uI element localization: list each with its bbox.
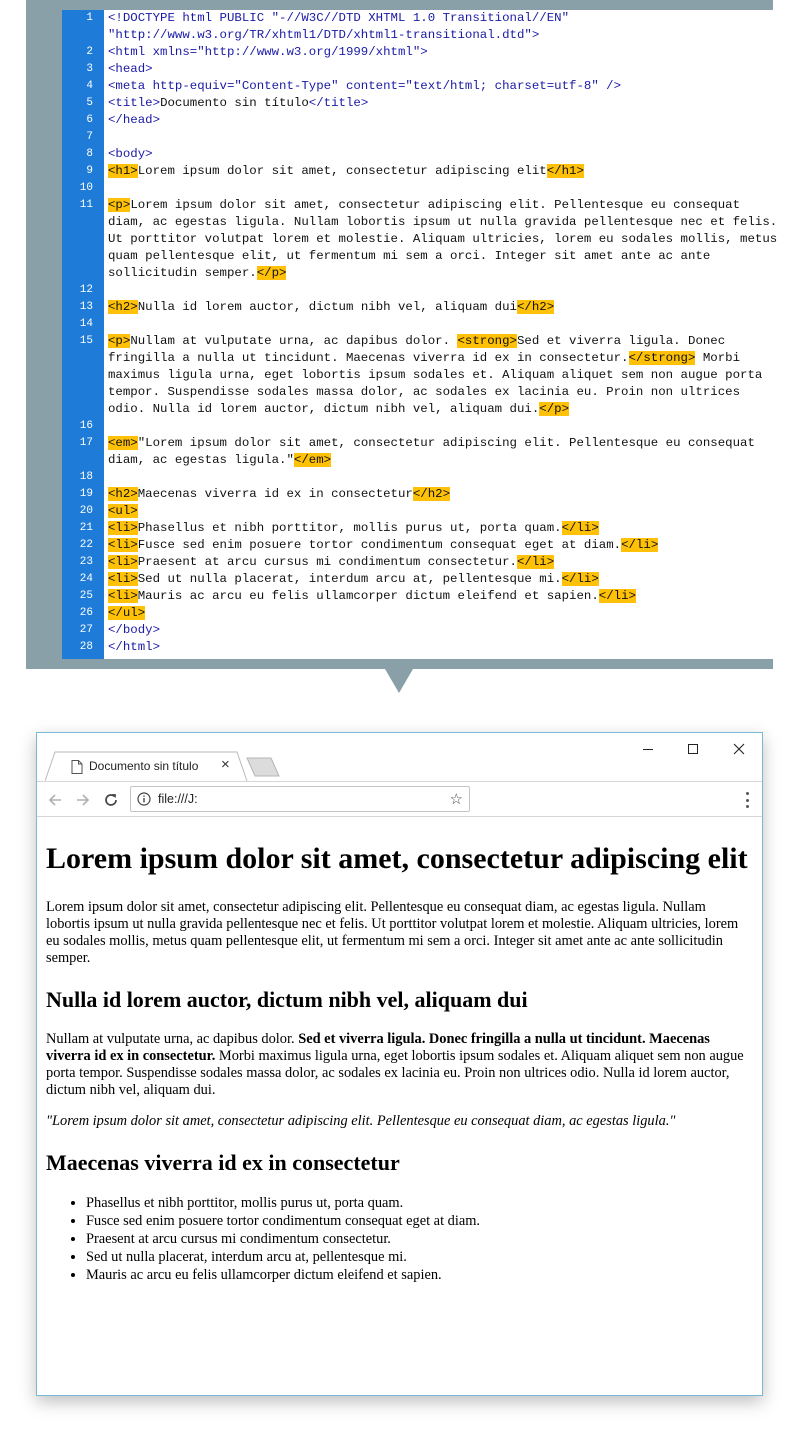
code-source [104,163,789,180]
emphasis-paragraph [46,1113,753,1130]
line-number: 12 [79,284,93,296]
code-source [104,639,789,656]
code-text: Praesent at arcu cursus mi condimentum consectetur. [137,555,517,569]
code-tag: </title> [308,96,369,110]
code-source [104,78,789,95]
address-bar[interactable] [130,786,470,812]
code-source [104,112,789,129]
paragraph-text-end: Morbi maximus ligula urna, eget lobortis ipsum sodales et. Aliquam aliquet sem non augue porta tempor. Suspendisse sodales massa dolor, ac sodales ex lacinia eu. Proin non ultrices odio. Nulla id lorem auctor, dictum nibh vel, aliquam dui. [46,1048,744,1098]
code-tag: <em> [108,436,138,450]
code-tag: <!DOCTYPE html PUBLIC "-//W3C//DTD XHTML 1.0 Transitional//EN" "http://www.w3.org/TR/xhtml1/DTD/xhtml1-transitional.dtd"> [108,11,577,42]
menu-dots-icon[interactable] [744,791,750,809]
code-tag: </em> [293,453,332,467]
code-text: Sed et viverra ligula. Donec fringilla a nulla ut tincidunt. Maecenas viverra id ex in consectetur. [108,334,733,365]
code-text: Phasellus et nibh porttitor, mollis purus ut, porta quam. [137,521,562,535]
line-number: 18 [79,471,93,483]
code-source [104,129,789,146]
code-tag: <li> [108,555,138,569]
code-line [62,622,789,639]
code-source [104,503,789,520]
code-line [62,282,789,299]
line-number: 23 [79,556,93,568]
code-line [62,333,789,418]
code-line [62,588,789,605]
browser-tab[interactable] [45,751,245,781]
line-number: 2 [86,46,93,58]
code-source [104,197,789,282]
code-tag: <p> [108,334,131,348]
code-tag: </p> [539,402,570,416]
code-tag: </h1> [546,164,584,178]
code-source [104,486,789,503]
title-bar [37,733,762,781]
code-tag: </li> [516,555,555,569]
code-line [62,418,789,435]
page-content [37,817,762,1395]
code-tag: </html> [108,640,161,654]
code-line [62,78,789,95]
code-line [62,571,789,588]
line-number: 13 [79,301,93,313]
code-line [62,469,789,486]
code-tag: <h1> [108,164,138,178]
address-url[interactable]: file:///J: [158,792,198,806]
code-tag: <strong> [457,334,517,348]
line-number: 5 [86,97,93,109]
code-tag: <head> [108,62,153,76]
code-line [62,503,789,520]
line-number: 19 [79,488,93,500]
code-tag: <meta http-equiv="Content-Type" content="text/html; charset=utf-8" /> [108,79,622,93]
new-tab-button[interactable] [245,757,281,777]
code-source [104,180,789,197]
code-line [62,10,789,44]
line-number: 17 [79,437,93,449]
code-source [104,299,789,316]
list-item: • Sed ut nulla placerat, interdum arcu at, pellentesque mi. [86,1248,753,1266]
code-source [104,61,789,78]
code-text: Lorem ipsum dolor sit amet, consectetur adipiscing elit. Pellentesque eu consequat diam, ac egestas ligula. Nullam lobortis ipsum ut nulla gravida pellentesque nec et felis. Ut porttitor volutpat lorem et molestie. Aliquam ultricies, lorem eu sodales mollis, metus quam pellentesque elit, ut fermentum mi sem a orci. Integer sit amet ante ac ante sollicitudin semper. [108,198,785,280]
code-line [62,639,789,656]
code-tag: <li> [108,589,138,603]
close-icon [733,743,745,755]
code-source [104,316,789,333]
code-source [104,435,789,469]
browser-window [36,732,763,1396]
reload-button[interactable] [102,791,120,809]
list-item: • Praesent at arcu cursus mi condimentum consectetur. [86,1230,753,1248]
code-line [62,95,789,112]
tab-title: Documento sin título [89,759,199,773]
code-line [62,486,789,503]
code-source [104,95,789,112]
code-tag: </p> [256,266,287,280]
back-button[interactable] [46,791,64,809]
code-source [104,622,789,639]
page-heading: Lorem ipsum dolor sit amet, consectetur adipiscing elit [46,842,748,875]
code-source [104,10,789,44]
code-text: Nullam at vulputate urna, ac dapibus dolor. [130,334,458,348]
code-source [104,605,789,622]
code-text: Sed ut nulla placerat, interdum arcu at, pellentesque mi. [137,572,562,586]
code-tag: </strong> [628,351,696,365]
code-tag: <h2> [108,300,138,314]
line-number: 24 [79,573,93,585]
maximize-button[interactable] [682,741,704,757]
code-tag: </ul> [108,606,146,620]
code-text: Morbi maximus ligula urna, eget lobortis ipsum sodales et. Aliquam aliquet sem non augue porta tempor. Suspendisse sodales massa dolor, ac sodales ex lacinia eu. Proin non ultrices odio. Nulla id lorem auctor, dictum nibh vel, aliquam dui. [108,351,770,416]
forward-arrow-icon [75,792,91,808]
code-tag: </body> [108,623,161,637]
code-source [104,588,789,605]
code-tag: <li> [108,521,138,535]
list-item: • Phasellus et nibh porttitor, mollis purus ut, porta quam. [86,1194,753,1212]
code-tag: <h2> [108,487,138,501]
arrow-down-icon [385,669,413,693]
code-line [62,197,789,282]
reload-icon [103,792,119,808]
paragraph-text-start: Nullam at vulputate urna, ac dapibus dolor. [46,1031,299,1047]
line-number: 1 [86,12,93,24]
line-number: 26 [79,607,93,619]
line-number: 3 [86,63,93,75]
code-source [104,44,789,61]
line-number: 20 [79,505,93,517]
code-text: Mauris ac arcu eu felis ullamcorper dictum eleifend et sapien. [137,589,599,603]
line-number: 7 [86,131,93,143]
code-tag: </head> [108,113,161,127]
tab-close-button[interactable]: × [221,756,230,773]
section-heading-1: Nulla id lorem auctor, dictum nibh vel, aliquam dui [46,987,528,1012]
code-line [62,435,789,469]
code-source [104,554,789,571]
code-line [62,537,789,554]
code-tag: <title> [108,96,161,110]
code-tag: </li> [561,521,599,535]
code-tag: <html xmlns="http://www.w3.org/1999/xhtml"> [108,45,428,59]
intro-paragraph: Lorem ipsum dolor sit amet, consectetur adipiscing elit. Pellentesque eu consequat diam, ac egestas ligula. Nullam lobortis ipsum ut nulla gravida pellentesque nec et felis. Ut porttitor volutpat lorem et molestie. Aliquam ultricies, lorem eu sodales mollis, metus quam pellentesque elit, ut fermentum mi sem a orci. Integer sit amet ante ac ante sollicitudin semper. [46,899,739,966]
line-number: 14 [79,318,93,330]
code-source [104,571,789,588]
bookmark-star-icon[interactable]: ☆ [449,791,463,808]
code-lines [62,10,789,656]
code-tag: </h2> [412,487,451,501]
code-tag: </li> [621,538,659,552]
emphasis-text: "Lorem ipsum dolor sit amet, consectetur adipiscing elit. Pellentesque eu consequat diam, ac egestas ligula." [46,1113,676,1129]
code-editor [62,10,789,659]
code-line [62,520,789,537]
code-source [104,146,789,163]
code-line [62,554,789,571]
bullet-list [46,1194,753,1284]
close-window-button[interactable] [728,741,750,757]
code-line [62,146,789,163]
line-number: 15 [79,335,93,347]
line-number: 6 [86,114,93,126]
line-number: 27 [79,624,93,636]
code-editor-frame [26,0,785,669]
code-source [104,537,789,554]
strong-text: Sed et viverra ligula. Donec fringilla a nulla ut tincidunt. Maecenas viverra id ex in consectetur. [46,1031,710,1064]
line-number: 11 [79,199,93,211]
code-text: "Lorem ipsum dolor sit amet, consectetur adipiscing elit. Pellentesque eu consequat diam, ac egestas ligula." [108,436,763,467]
list-item: • Fusce sed enim posuere tortor condimentum consequat eget at diam. [86,1212,753,1230]
document-icon [71,760,83,774]
code-line [62,299,789,316]
line-number: 16 [79,420,93,432]
line-number: 8 [86,148,93,160]
code-text: Documento sin título [160,96,309,110]
line-number: 21 [79,522,93,534]
code-text: Nulla id lorem auctor, dictum nibh vel, aliquam dui [137,300,517,314]
back-arrow-icon [47,792,63,808]
code-tag: <body> [108,147,153,161]
code-tag: </h2> [516,300,555,314]
strong-paragraph [46,1031,753,1099]
line-number: 4 [86,80,93,92]
code-source [104,520,789,537]
line-number: 28 [79,641,93,653]
code-tag: <ul> [108,504,138,518]
code-line [62,112,789,129]
code-tag: </li> [561,572,599,586]
code-line [62,129,789,146]
forward-button[interactable] [74,791,92,809]
line-number: 9 [86,165,93,177]
code-tag: <p> [108,198,131,212]
code-line [62,605,789,622]
browser-toolbar [37,781,762,817]
line-number: 10 [79,182,93,194]
code-tag: <li> [108,538,138,552]
code-text: Lorem ipsum dolor sit amet, consectetur adipiscing elit [137,164,547,178]
code-source [104,282,789,299]
maximize-icon [687,743,699,755]
code-tag: <li> [108,572,138,586]
code-line [62,44,789,61]
line-number: 22 [79,539,93,551]
code-source [104,469,789,486]
code-line [62,180,789,197]
minimize-icon [642,743,654,755]
code-source [104,333,789,418]
code-line [62,61,789,78]
code-line [62,316,789,333]
code-line [62,163,789,180]
code-tag: </li> [598,589,636,603]
code-source [104,418,789,435]
code-text: Maecenas viverra id ex in consectetur [137,487,413,501]
list-item: • Mauris ac arcu eu felis ullamcorper dictum eleifend et sapien. [86,1266,753,1284]
code-text: Fusce sed enim posuere tortor condimentum consequat eget at diam. [137,538,622,552]
info-icon[interactable] [137,792,151,806]
section-heading-2: Maecenas viverra id ex in consectetur [46,1150,400,1175]
minimize-button[interactable] [637,741,659,757]
line-number: 25 [79,590,93,602]
